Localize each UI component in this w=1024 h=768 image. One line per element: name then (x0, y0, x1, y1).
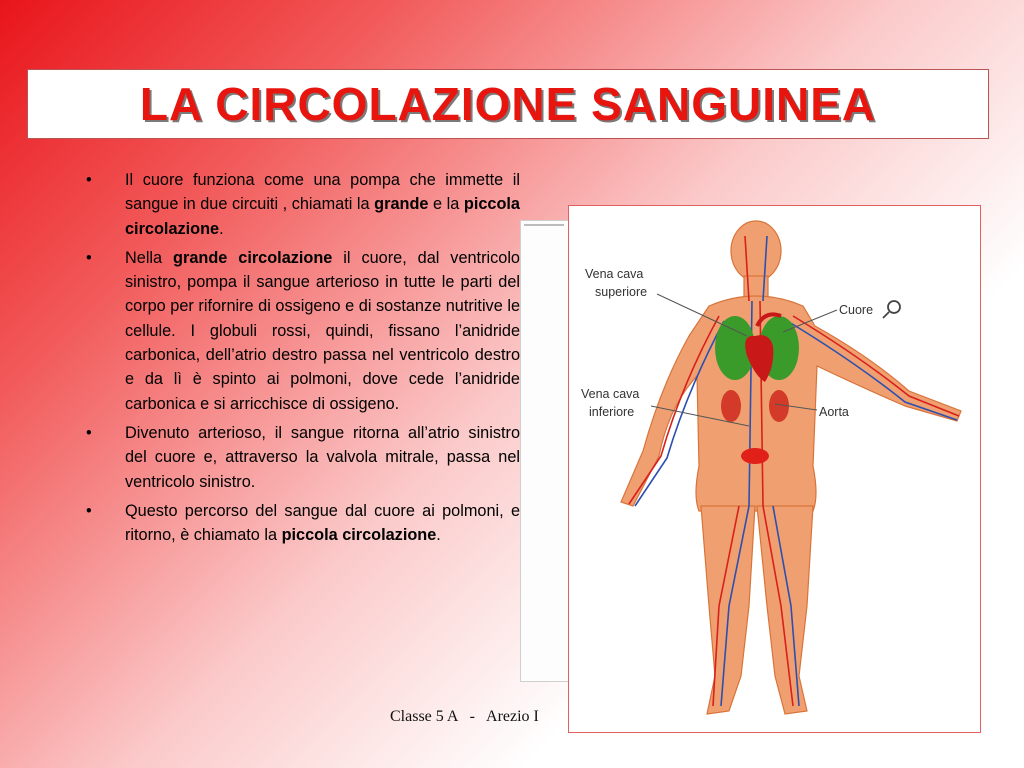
label-aorta: Aorta (819, 405, 849, 419)
bullet-text: il cuore, dal ventricolo sinistro, pompa il sangue arterioso in tutte le parti del corpo per rifornire di ossigeno e di sostanze nutritive le cellule. I globuli rossi, quindi, fissano l’anidride carbonica, dell’atrio destro passa nel ventricolo destro e da lì è spinto ai polmoni, dove cede l’anidride carbonica e si arricchisce di ossigeno. (125, 248, 520, 413)
label-vena-cava-inferiore-line1: Vena cava (581, 387, 640, 401)
bullet-marker: • (86, 248, 92, 267)
bullet-bold-text: piccola circolazione (281, 526, 437, 545)
magnifier-icon (883, 301, 900, 318)
bullet-item (86, 499, 520, 548)
bullet-marker: • (86, 423, 92, 442)
bullet-marker: • (86, 171, 92, 189)
bullet-bold-text: grande circolazione (173, 248, 333, 267)
slide-title: LA CIRCOLAZIONE SANGUINEA (139, 78, 877, 130)
placeholder-caption-line (524, 224, 564, 226)
bullet-text: . (219, 219, 224, 238)
bullet-text: Questo percorso del sangue dal cuore ai polmoni, e ritorno, è chiamato la (125, 501, 520, 545)
title-box (27, 69, 989, 139)
label-vena-cava-superiore-line1: Vena cava (585, 267, 644, 281)
human-body-illustration (569, 206, 981, 733)
label-cuore: Cuore (839, 303, 874, 317)
bullet-item (86, 168, 520, 241)
image-placeholder-panel (520, 220, 570, 682)
footer-text: Classe 5 A - Arezio I (390, 708, 539, 725)
bullet-text: Nella (125, 248, 174, 267)
label-vena-cava-superiore-line2: superiore (595, 285, 648, 299)
bullet-list (86, 168, 520, 552)
bullet-text: Il cuore funziona come una pompa che immette il sangue in due circuiti , chiamati la (125, 171, 520, 214)
label-vena-cava-inferiore-line2: inferiore (589, 405, 635, 419)
bullet-text: e la (428, 195, 464, 214)
circulatory-system-figure (568, 205, 981, 733)
bullet-item (86, 246, 520, 416)
bullet-text: . (436, 526, 441, 545)
bullet-bold-text: piccola circolazione (125, 195, 520, 238)
bullet-text: Divenuto arterioso, il sangue ritorna all’atrio sinistro del cuore e, attraverso la valvola mitrale, passa nel ventricolo sinistro. (125, 423, 520, 491)
bullet-bold-text: grande (374, 195, 429, 214)
body-silhouette (621, 221, 961, 714)
bullet-marker: • (86, 501, 92, 520)
bullet-item (86, 421, 520, 494)
